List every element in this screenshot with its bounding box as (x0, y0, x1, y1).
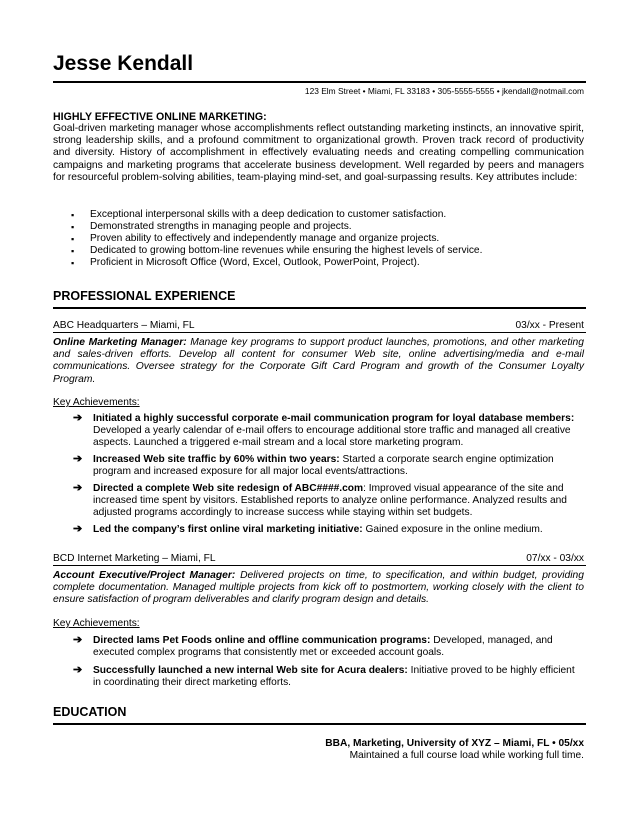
candidate-name: Jesse Kendall (53, 52, 194, 75)
education-divider (53, 723, 586, 725)
list-item: ➔ Directed a complete Web site redesign of ABC####.com: Improved visual appearance of the site and increased time spent by visitors. Established reports to analyze online performance. Analyzed results and adjusted programs accordingly to increase success while staying within set budgets. (73, 482, 567, 518)
summary-title: HIGHLY EFFECTIVE ONLINE MARKETING: (53, 111, 267, 123)
job-description: Online Marketing Manager: Manage key programs to support product launches, promotions, and other marketing and sales-driven efforts. Develop all content for consumer Web site, online advertising/media and e-mail communications. Oversee strategy for the Corporate Gift Card Program and growth of the Consumer Loyalty Program. (53, 337, 584, 385)
job-role: Online Marketing Manager: (53, 337, 187, 348)
bullet-icon: ▪ (71, 234, 75, 244)
job-description: Account Executive/Project Manager: Delivered projects on time, to specification, and within budget, providing complete documentation. Managed multiple projects from kick off to postmortem, working closely with the client to ensure satisfaction of program deliverables and clarify program design and details. (53, 570, 584, 606)
contact-info: 123 Elm Street • Miami, FL 33183 • 305-5555-5555 • jkendall@notmail.com (304, 86, 584, 96)
list-item: ▪ Exceptional interpersonal skills with a deep dedication to customer satisfaction. (71, 209, 447, 220)
job-divider (53, 332, 586, 333)
achievement-list (53, 635, 584, 689)
achievement-list (53, 413, 584, 536)
experience-heading: PROFESSIONAL EXPERIENCE (53, 289, 236, 303)
education-degree: BBA, Marketing, University of XYZ – Miami, FL • 05/xx (325, 738, 584, 749)
arrow-right-icon: ➔ (73, 482, 83, 494)
job-role: Account Executive/Project Manager: (53, 570, 236, 581)
bullet-icon: ▪ (71, 258, 75, 268)
job-dates: 03/xx - Present (515, 320, 584, 331)
header-divider (53, 81, 586, 83)
list-item: ➔ Increased Web site traffic by 60% within two years: Started a corporate search engine optimization program and increased exposure for all major local events/attractions. (73, 453, 554, 477)
arrow-right-icon: ➔ (73, 412, 83, 424)
list-item: ▪ Demonstrated strengths in managing people and projects. (71, 221, 352, 232)
list-item: ▪ Dedicated to growing bottom-line revenues while ensuring the highest levels of service. (71, 245, 483, 256)
key-achievements-label: Key Achievements: (53, 397, 140, 408)
job-header (53, 553, 584, 565)
list-item: ➔ Successfully launched a new internal Web site for Acura dealers: Initiative proved to be highly efficient in coordinating their direct marketing efforts. (73, 664, 575, 688)
list-item: ➔ Initiated a highly successful corporate e-mail communication program for loyal database members: Developed a yearly calendar of e-mail offers to encourage additional store traffic and managed all creative aspects. Launched a triggered e-mail stream and a local store marketing program. (73, 412, 575, 448)
job-dates: 07/xx - 03/xx (526, 553, 584, 564)
arrow-right-icon: ➔ (73, 634, 83, 646)
key-achievements-label: Key Achievements: (53, 618, 140, 629)
bullet-icon: ▪ (71, 246, 75, 256)
education-note: Maintained a full course load while working full time. (349, 750, 584, 761)
summary-attribute-list (53, 209, 584, 269)
list-item: ▪ Proficient in Microsoft Office (Word, Excel, Outlook, PowerPoint, Project). (71, 257, 420, 268)
bullet-icon: ▪ (71, 222, 75, 232)
arrow-right-icon: ➔ (73, 453, 83, 465)
job-company: ABC Headquarters – Miami, FL (53, 320, 195, 331)
job-header (53, 320, 584, 332)
job-divider (53, 565, 586, 566)
arrow-right-icon: ➔ (73, 523, 83, 535)
job-company: BCD Internet Marketing – Miami, FL (53, 553, 216, 564)
list-item: ▪ Proven ability to effectively and independently manage and organize projects. (71, 233, 440, 244)
experience-divider (53, 307, 586, 309)
list-item: ➔ Led the company’s first online viral marketing initiative: Gained exposure in the online medium. (73, 523, 543, 535)
summary-text: Goal-driven marketing manager whose accomplishments reflect outstanding marketing instincts, an innovative spirit, strong leadership skills, and a profound commitment to organizational growth. Proven track record of productivity and diversity. History of accomplishment in effectively evaluating needs and creating compelling communication campaigns and marketing programs that accelerate business development. Well regarded by peers and managers for resourceful problem-solving abilities, team-playing mind-set, and goal-surpassing results. Key attributes include: (53, 123, 584, 183)
list-item: ➔ Directed Iams Pet Foods online and offline communication programs: Developed, managed, and executed complex programs that consistently met or exceeded account goals. (73, 634, 553, 658)
bullet-icon: ▪ (71, 210, 75, 220)
arrow-right-icon: ➔ (73, 664, 83, 676)
education-heading: EDUCATION (53, 705, 127, 719)
